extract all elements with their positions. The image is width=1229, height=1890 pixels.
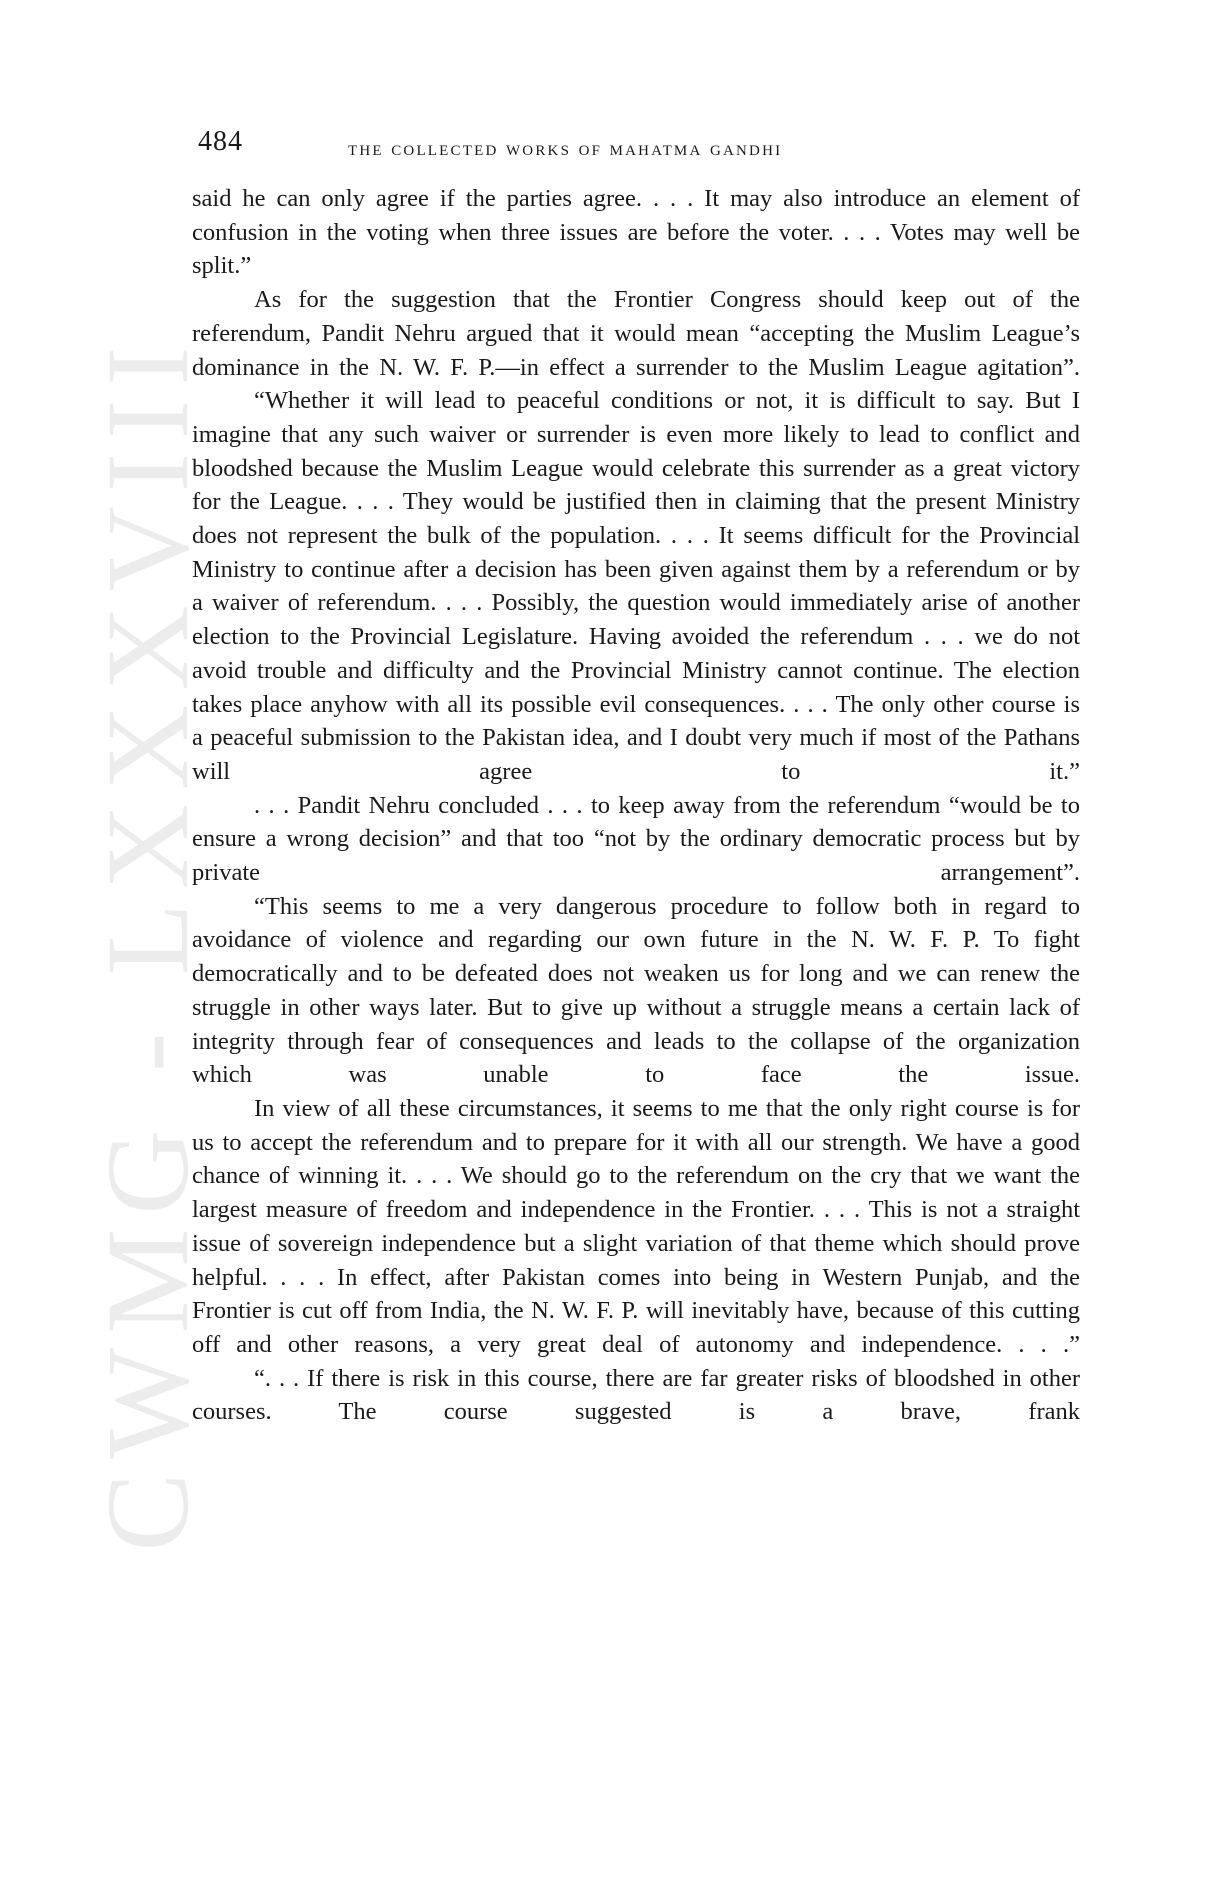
- watermark: [82, 282, 213, 1602]
- paragraph: “This seems to me a very dangerous procedure to follow both in regard to avoidance of violence and regarding our own future in the N. W. F. P. To fight democratically and to be defeated does not weaken us for long and we can renew the struggle in other ways later. But to give up without a struggle means a certain lack of integrity through fear of consequences and leads to the collapse of the organization which was unable to face the issue.: [192, 892, 1080, 1089]
- paragraph: . . . Pandit Nehru concluded . . . to keep away from the referendum “would be to ensure a wrong decision” and that too “not by the ordinary democratic process but by private arrangement”.: [192, 791, 1080, 887]
- watermark-text: CWMG - LXXXVIII: [82, 332, 213, 1552]
- paragraph: “. . . If there is risk in this course, there are far greater risks of bloodshed in other courses. The course suggested is a brave, frank: [192, 1364, 1080, 1426]
- page-header: [198, 126, 1078, 170]
- paragraph: said he can only agree if the parties agree. . . . It may also introduce an element of confusion in the voting when three issues are before the voter. . . . Votes may well be split.”: [192, 185, 1080, 280]
- body-text: [192, 182, 1080, 1429]
- paragraph: In view of all these circumstances, it seems to me that the only right course is for us to accept the referendum and to prepare for it with all our strength. We have a good chance of winning it. . . . We should go to the referendum on the cry that we want the largest measure of freedom and independence in the Frontier. . . . This is not a straight issue of sovereign independence but a slight variation of that theme which should prove helpful. . . . In effect, after Pakistan comes into being in Western Punjab, and the Frontier is cut off from India, the N. W. F. P. will inevitably have, because of this cutting off and other reasons, a very great deal of autonomy and independence. . . .”: [192, 1094, 1080, 1358]
- paragraph: As for the suggestion that the Frontier Congress should keep out of the referendum, Pandit Nehru argued that it would mean “accepting the Muslim League’s dominance in the N. W. F. P.—in effect a surrender to the Muslim League agitation”.: [192, 286, 1080, 381]
- page-number: 484: [198, 126, 243, 157]
- paragraph: “Whether it will lead to peaceful conditions or not, it is difficult to say. But I imagine that any such waiver or surrender is even more likely to lead to conflict and bloodshed because the Muslim League would celebrate this surrender as a great victory for the League. . . . They would be justified then in claiming that the present Ministry does not represent the bulk of the population. . . . It seems difficult for the Provincial Ministry to continue after a decision has been given against them by a referendum or by a waiver of referendum. . . . Possibly, the question would immediately arise of another election to the Provincial Legislature. Having avoided the referendum . . . we do not avoid trouble and difficulty and the Provincial Ministry cannot continue. The election takes place anyhow with all its possible evil consequences. . . . The only other course is a peaceful submission to the Pakistan idea, and I doubt very much if most of the Pathans will agree to it.”: [192, 387, 1080, 785]
- running-head: the collected works of mahatma gandhi: [348, 136, 783, 160]
